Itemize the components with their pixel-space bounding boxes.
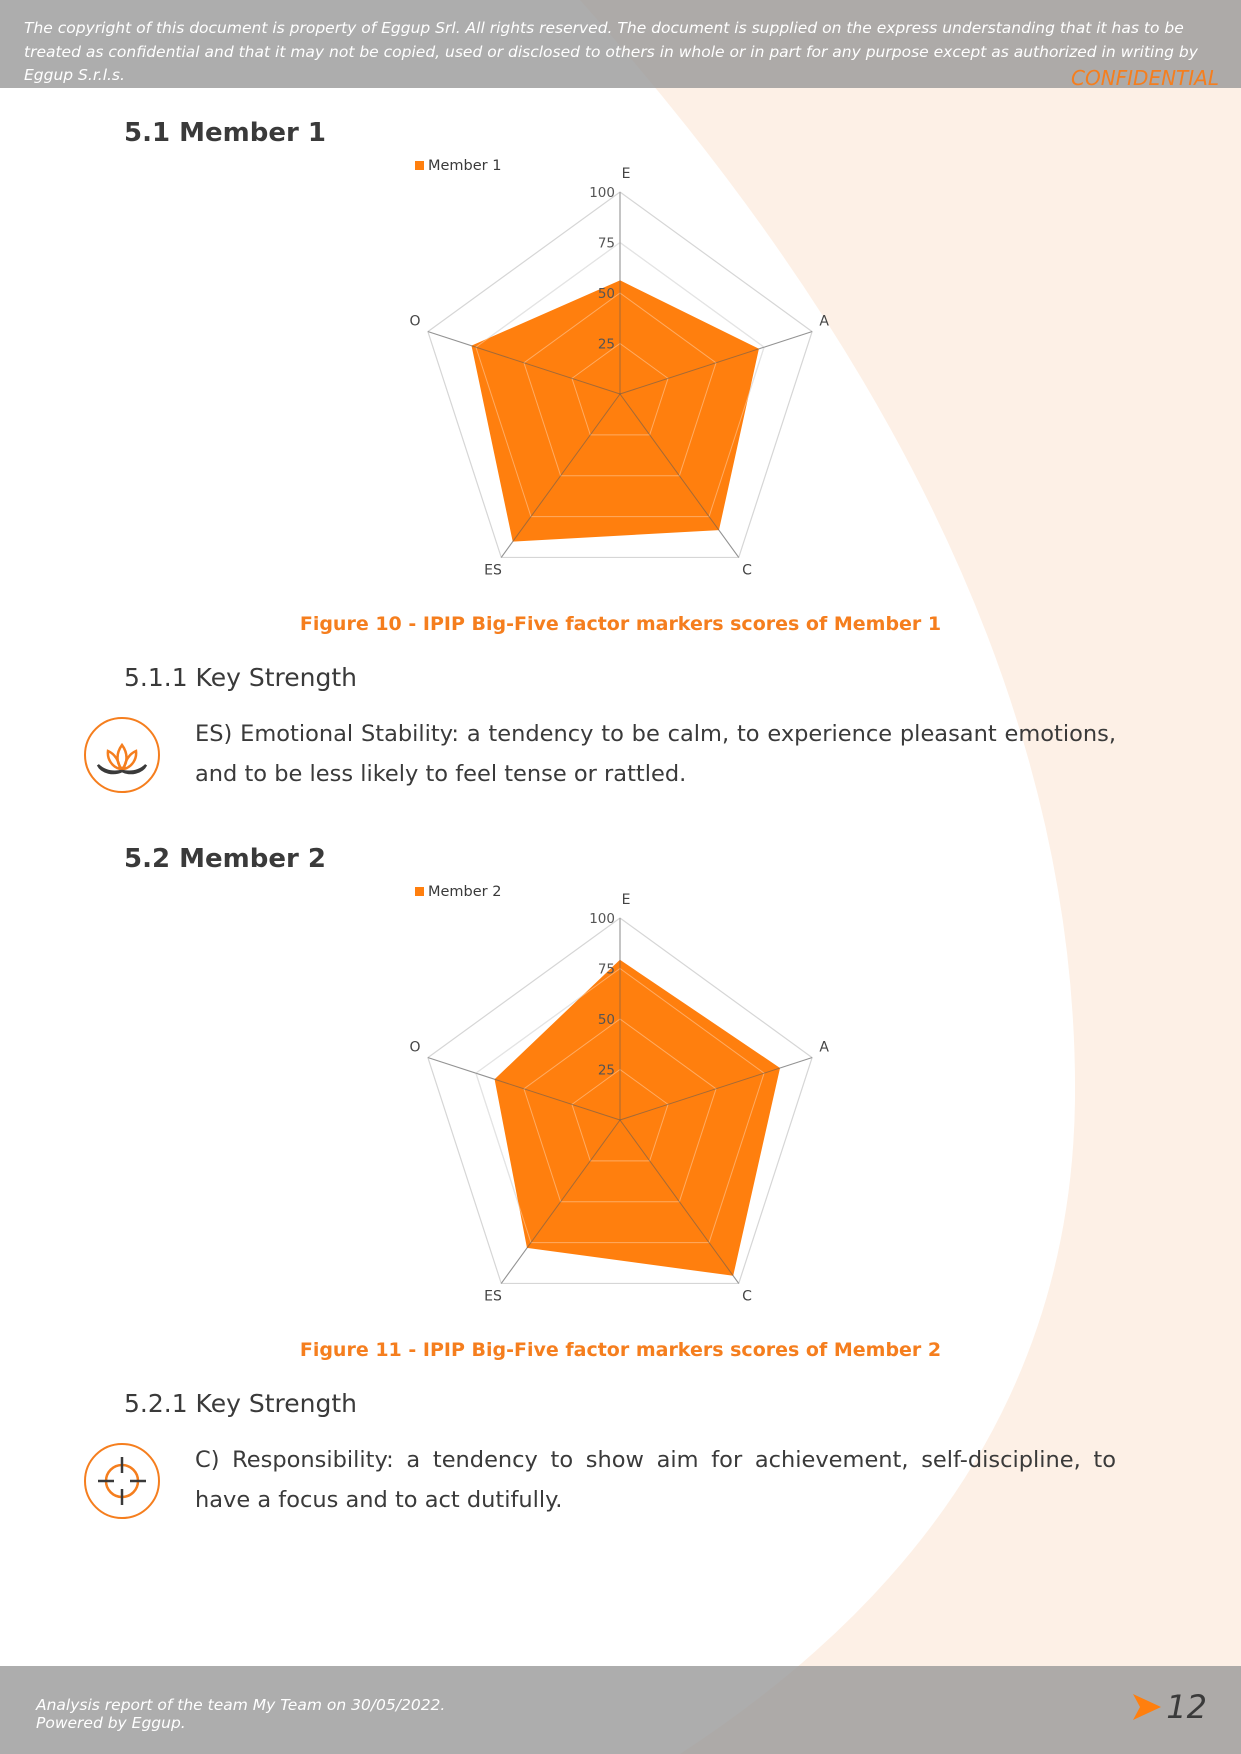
figure-caption: Figure 11 - IPIP Big-Five factor markers scores of Member 2 <box>299 1339 942 1361</box>
tick-label: 25 <box>597 336 615 353</box>
footer-powered-line: Powered by Eggup. <box>36 1714 186 1732</box>
series-area <box>472 281 758 541</box>
key-strength-text: ES) Emotional Stability: a tendency to be calm, to experience pleasant emotions, and to be less likely to feel tense or rattled. <box>195 721 1116 787</box>
section-title-member-2: 5.2 Member 2 <box>124 844 326 874</box>
page-number: 12 <box>1166 1688 1207 1726</box>
category-label: O <box>409 313 421 330</box>
key-strength-heading: 5.2.1 Key Strength <box>124 1389 357 1418</box>
category-label: E <box>621 166 631 182</box>
category-label: O <box>409 1039 421 1056</box>
figure-caption: Figure 10 - IPIP Big-Five factor markers scores of Member 1 <box>299 613 942 635</box>
category-label: E <box>621 892 631 908</box>
tick-label: 75 <box>597 235 615 252</box>
section-title-member-1: 5.1 Member 1 <box>124 118 326 148</box>
legend-label: Member 2 <box>428 884 502 900</box>
copyright-notice: The copyright of this document is property of Eggup Srl. All rights reserved. The document is supplied on the express understanding that it has to be treated as confidential and that it may not be copied, used or disclosed to others in whole or in part for any purpose except as authorized in writing by Eggup S.r.l.s. <box>24 19 1198 84</box>
category-label: C <box>742 1288 752 1305</box>
key-strength-text: C) Responsibility: a tendency to show aim for achievement, self-discipline, to have a focus and to act dutifully. <box>195 1447 1116 1513</box>
crosshair-icon <box>84 1443 160 1519</box>
category-label: ES <box>484 562 502 579</box>
radar-chart-member-2 <box>380 876 860 1316</box>
category-label: A <box>819 313 830 330</box>
footer-band <box>0 1666 1241 1754</box>
confidential-label: CONFIDENTIAL <box>1070 66 1219 90</box>
tick-label: 50 <box>597 286 615 302</box>
footer-text <box>36 1696 445 1732</box>
key-strength-heading: 5.1.1 Key Strength <box>124 663 357 692</box>
footer-report-line: Analysis report of the team My Team on 30/05/2022. <box>36 1696 446 1714</box>
category-label: ES <box>484 1288 502 1305</box>
lotus-icon <box>84 717 160 793</box>
tick-label: 75 <box>597 961 615 978</box>
series-area <box>495 960 779 1275</box>
radar-chart-member-1 <box>380 150 860 590</box>
legend-label: Member 1 <box>428 158 502 174</box>
arrow-icon <box>1133 1694 1161 1720</box>
tick-label: 100 <box>589 911 615 927</box>
category-label: C <box>742 562 752 579</box>
header-band <box>0 0 1241 88</box>
tick-label: 100 <box>589 185 615 201</box>
category-label: A <box>819 1039 830 1056</box>
tick-label: 25 <box>597 1062 615 1079</box>
tick-label: 50 <box>597 1012 615 1028</box>
